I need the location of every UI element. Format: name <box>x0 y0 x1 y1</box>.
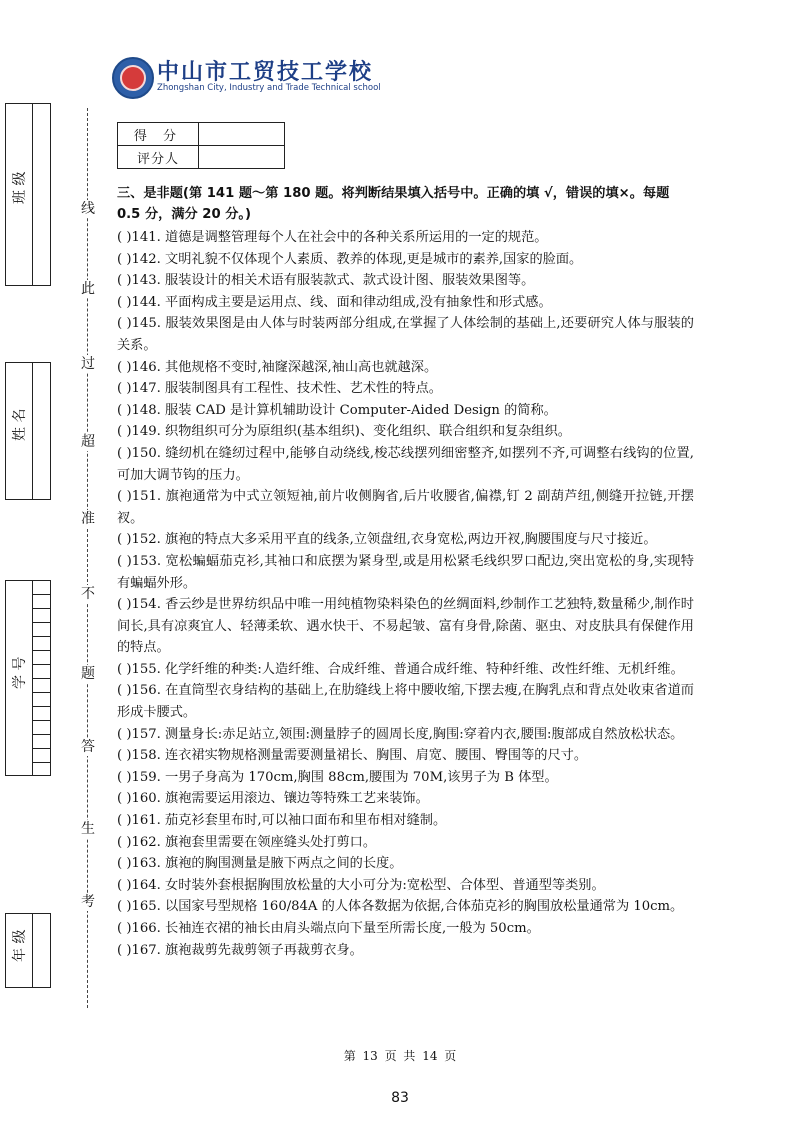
grader-label: 评分人 <box>118 146 199 169</box>
seal-char: 不 <box>81 586 95 602</box>
question-item: ( )141. 道德是调整管理每个人在社会中的各种关系所运用的一定的规范。 <box>117 230 548 245</box>
name-box <box>5 362 51 500</box>
score-field[interactable] <box>199 123 285 146</box>
question-item: ( )167. 旗袍裁剪先裁剪领子再裁剪衣身。 <box>117 942 363 958</box>
seal-char: 考 <box>81 894 95 910</box>
grade-label: 年 级 <box>12 929 28 962</box>
question-item: ( )145. 服装效果图是由人体与时装两部分组成,在掌握了人体绘制的基础上,还要研究人体与服装的关系。 <box>117 316 694 353</box>
question-item: ( )163. 旗袍的胸围测量是腋下两点之间的长度。 <box>117 856 403 872</box>
seal-char: 准 <box>81 511 95 527</box>
question-item: ( )151. 旗袍通常为中式立领短袖,前片收侧胸省,后片收腰省,偏襟,钉 2 副葫芦纽,侧缝开拉链,开摆衩。 <box>117 489 694 526</box>
school-logo <box>112 57 154 99</box>
question-item: ( )164. 女时装外套根据胸围放松量的大小可分为:宽松型、合体型、普通型等类别。 <box>117 877 605 893</box>
page-number: 83 <box>391 1090 409 1106</box>
school-name-en: Zhongshan City, Industry and Trade Technical school <box>157 83 381 93</box>
section-title: 三、是非题(第 141 题～第 180 题。将判断结果填入括号中。正确的填 √，错误的填×。每题 0.5 分，满分 20 分。) <box>117 186 670 222</box>
question-item: ( )155. 化学纤维的种类:人造纤维、合成纤维、普通合成纤维、特种纤维、改性纤维、无机纤维。 <box>117 661 684 677</box>
school-name-cn: 中山市工贸技工学校 <box>157 59 374 85</box>
score-label: 得 分 <box>118 123 199 146</box>
question-item: ( )157. 测量身长:赤足站立,领围:测量脖子的圆周长度,胸围:穿着内衣,腰围:腹部成自然放松状态。 <box>117 726 684 742</box>
class-label: 班 级 <box>12 171 28 204</box>
question-item: ( )142. 文明礼貌不仅体现个人素质、教养的体现,更是城市的素养,国家的脸面。 <box>117 251 583 267</box>
question-item: ( )148. 服装 CAD 是计算机辅助设计 Computer-Aided Design 的简称。 <box>117 402 557 418</box>
question-item: ( )165. 以国家号型规格 160/84A 的人体各数据为依据,合体茄克衫的胸围放松量通常为 10cm。 <box>117 899 684 915</box>
seal-char: 过 <box>81 356 95 372</box>
question-item: ( )158. 连衣裙实物规格测量需要测量裙长、胸围、肩宽、腰围、臀围等的尺寸。 <box>117 748 588 764</box>
question-section <box>117 183 694 961</box>
seal-char: 题 <box>81 666 95 682</box>
seal-char: 超 <box>81 434 95 450</box>
question-item: ( )162. 旗袍套里需要在领座缝头处打剪口。 <box>117 834 377 850</box>
question-item: ( )146. 其他规格不变时,袖窿深越深,袖山高也就越深。 <box>117 359 438 375</box>
question-item: ( )149. 织物组织可分为原组织(基本组织)、变化组织、联合组织和复杂组织。 <box>117 424 571 440</box>
question-item: ( )160. 旗袍需要运用滚边、镶边等特殊工艺来装饰。 <box>117 791 429 807</box>
question-item: ( )154. 香云纱是世界纺织品中唯一用纯植物染料染色的丝绸面料,纱制作工艺独特,数量稀少,制作时间长,具有凉爽宜人、轻薄柔软、遇水快干、不易起皱、富有身骨,除菌、驱虫、对皮肤具有保健作用的特点。 <box>117 597 694 656</box>
seal-char: 此 <box>81 281 95 297</box>
question-item: ( )161. 茄克衫套里布时,可以袖口面布和里布相对缝制。 <box>117 813 447 829</box>
question-item: ( )147. 服装制图具有工程性、技术性、艺术性的特点。 <box>117 381 442 397</box>
question-item: ( )153. 宽松蝙蝠茄克衫,其袖口和底摆为紧身型,或是用松紧毛线织罗口配边,突出宽松的身,实现特有蝙蝠外形。 <box>117 553 694 591</box>
seal-char: 线 <box>81 201 95 217</box>
question-item: ( )152. 旗袍的特点大多采用平直的线条,立领盘纽,衣身宽松,两边开衩,胸腰围度与尺寸接近。 <box>117 532 657 548</box>
score-table <box>117 122 285 169</box>
grade-box <box>5 913 51 988</box>
student-id-box <box>5 580 51 776</box>
seal-char: 生 <box>81 821 95 837</box>
page-info: 第 13 页 共 14 页 <box>343 1049 457 1063</box>
name-label: 姓 名 <box>12 408 28 441</box>
question-list <box>117 227 694 961</box>
question-item: ( )144. 平面构成主要是运用点、线、面和律动组成,没有抽象性和形式感。 <box>117 294 552 310</box>
seal-char: 答 <box>81 739 95 755</box>
question-item: ( )159. 一男子身高为 170cm,胸围 88cm,腰围为 70M,该男子为 B 体型。 <box>117 769 558 785</box>
student-id-label: 学 号 <box>12 656 28 689</box>
class-box <box>5 103 51 286</box>
question-item: ( )150. 缝纫机在缝纫过程中,能够自动绕线,梭芯线摆列细密整齐,如摆列不齐,可调整右线钩的位置,可加大调节钩的压力。 <box>117 445 694 483</box>
question-item: ( )166. 长袖连衣裙的袖长由肩头端点向下量至所需长度,一般为 50cm。 <box>117 921 540 936</box>
binding-dash-line <box>87 108 88 1008</box>
question-item: ( )156. 在直筒型衣身结构的基础上,在肋缝线上将中腰收缩,下摆去瘦,在胸乳点和背点处收束省道而形成卡腰式。 <box>117 683 694 721</box>
question-item: ( )143. 服装设计的相关术语有服装款式、款式设计图、服装效果图等。 <box>117 273 535 289</box>
grader-field[interactable] <box>199 146 285 169</box>
